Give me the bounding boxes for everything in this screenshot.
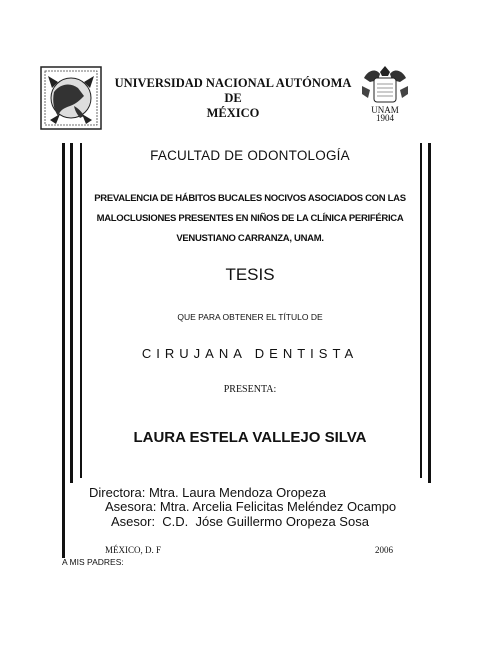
degree-purpose: QUE PARA OBTENER EL TÍTULO DE [177,312,323,322]
thesis-title-line1: PREVALENCIA DE HÁBITOS BUCALES NOCIVOS ASOCIADOS CON LAS [94,193,406,204]
decorative-bar-right-2 [428,143,431,483]
faculty-name: FACULTAD DE ODONTOLOGÍA [150,148,350,163]
faculty-emblem-unam-text: UNAM [371,105,399,115]
university-name [108,76,358,121]
faculty-emblem-year: 1904 [376,113,394,123]
thesis-title-line3: VENUSTIANO CARRANZA, UNAM. [176,233,324,244]
university-name-line1: UNIVERSIDAD NACIONAL AUTÓNOMA DE [114,76,352,105]
document-type: TESIS [225,265,275,284]
university-name-line2: MÉXICO [206,106,260,120]
year-label: 2006 [375,545,393,555]
presents-label: PRESENTA: [223,384,277,395]
advisor-line-2: Asesor: C.D. Jóse Guillermo Oropeza Sosa [111,514,369,529]
decorative-bar-left-1 [62,143,65,558]
place-label: MÉXICO, D. F [105,545,162,555]
decorative-bar-left-2 [70,143,73,483]
advisor-line-1: Asesora: Mtra. Arcelia Felicitas Meléndez Ocampo [105,499,397,514]
thesis-title-line2: MALOCLUSIONES PRESENTES EN NIÑOS DE LA CLÍNICA PERIFÉRICA [96,213,404,224]
decorative-bar-right-1 [420,143,422,478]
dedication-label: A MIS PADRES: [62,557,124,567]
author-name: LAURA ESTELA VALLEJO SILVA [133,429,367,446]
degree-name: CIRUJANA DENTISTA [141,346,359,361]
unam-seal-logo [40,66,102,130]
director-line: Directora: Mtra. Laura Mendoza Oropeza [89,485,326,500]
thesis-title [80,189,420,249]
